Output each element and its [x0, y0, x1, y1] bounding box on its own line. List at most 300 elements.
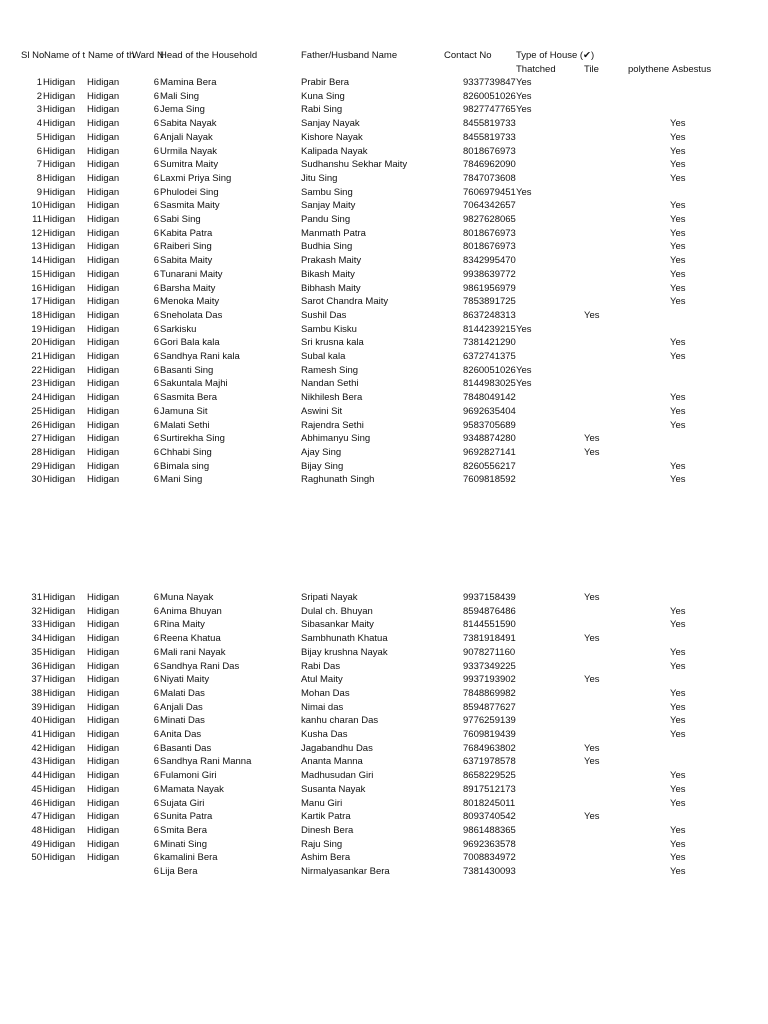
head-cell: Anita Das	[160, 729, 202, 740]
father-cell: Dulal ch. Bhuyan	[301, 605, 373, 617]
gp-cell: Hidigan	[87, 674, 120, 686]
contact-cell: 8018676973	[463, 241, 516, 253]
ward-cell: 6	[153, 474, 159, 486]
ward-cell: 6	[153, 715, 159, 727]
table-row	[0, 377, 768, 391]
father-cell: Nikhilesh Bera	[301, 392, 363, 404]
village-cell: Hidigan	[43, 852, 76, 864]
table-row	[0, 131, 768, 145]
asbestus-cell: Yes	[670, 419, 686, 431]
header-row-1	[0, 49, 768, 63]
village-cell: Hidigan	[43, 392, 76, 404]
village-cell: Hidigan	[43, 474, 76, 486]
asbestus-cell: Yes	[670, 227, 686, 239]
header-ward: Ward N	[132, 50, 164, 61]
village-cell: Hidigan	[43, 729, 76, 740]
contact-cell: 7853891725	[463, 296, 516, 308]
table-row	[0, 103, 768, 117]
village-cell: Hidigan	[43, 200, 76, 212]
contact-cell: 7609818592	[463, 474, 516, 486]
contact-cell: 9827628065	[463, 214, 516, 225]
father-cell: Abhimanyu Sing	[301, 433, 371, 445]
contact-cell: 9692635404	[463, 405, 516, 417]
table-row	[0, 673, 768, 687]
asbestus-cell: Yes	[670, 255, 686, 267]
contact-cell: 8917512173	[463, 783, 516, 795]
table-row	[0, 323, 768, 337]
village-cell: Hidigan	[43, 131, 76, 143]
asbestus-cell: Yes	[670, 241, 686, 253]
gp-cell: Hidigan	[87, 214, 120, 225]
father-cell: Sanjay Nayak	[301, 118, 360, 130]
village-cell: Hidigan	[43, 351, 76, 362]
head-cell: Sujata Giri	[160, 797, 205, 809]
village-cell: Hidigan	[43, 660, 76, 672]
head-cell: Gori Bala kala	[160, 337, 220, 349]
sl-cell: 35	[31, 646, 42, 658]
head-cell: Fulamoni Giri	[160, 770, 217, 782]
head-cell: Jema Sing	[160, 104, 205, 116]
head-cell: Mani Sing	[160, 474, 203, 486]
sl-cell: 7	[36, 159, 42, 171]
sl-cell: 15	[31, 268, 42, 280]
ward-cell: 6	[153, 104, 159, 116]
sl-cell: 38	[31, 687, 42, 699]
village-cell: Hidigan	[43, 824, 76, 836]
village-cell: Hidigan	[43, 90, 76, 102]
father-cell: Manu Giri	[301, 797, 343, 809]
gp-cell: Hidigan	[87, 770, 120, 782]
table-row	[0, 186, 768, 200]
father-cell: Sambu Sing	[301, 186, 353, 198]
ward-cell: 6	[153, 633, 159, 645]
table-row	[0, 865, 768, 879]
tile-cell: Yes	[584, 309, 600, 321]
head-cell: Sandhya Rani kala	[160, 351, 240, 362]
table-row	[0, 783, 768, 797]
father-cell: Dinesh Bera	[301, 824, 354, 836]
asbestus-cell: Yes	[670, 296, 686, 308]
contact-cell: 9938639772	[463, 268, 516, 280]
village-cell: Hidigan	[43, 214, 76, 225]
sl-cell: 16	[31, 282, 42, 294]
table-row	[0, 350, 768, 364]
village-cell: Hidigan	[43, 633, 76, 645]
header-thatched: Thatched	[516, 64, 556, 75]
table-row	[0, 227, 768, 241]
gp-cell: Hidigan	[87, 337, 120, 349]
village-cell: Hidigan	[43, 674, 76, 686]
sl-cell: 50	[31, 852, 42, 864]
sl-cell: 25	[31, 405, 42, 417]
contact-cell: 7381421290	[463, 337, 516, 349]
ward-cell: 6	[153, 378, 159, 390]
sl-cell: 28	[31, 446, 42, 458]
gp-cell: Hidigan	[87, 729, 120, 740]
gp-cell: Hidigan	[87, 838, 120, 850]
gp-cell: Hidigan	[87, 742, 120, 754]
table-row	[0, 309, 768, 323]
ward-cell: 6	[153, 364, 159, 376]
head-cell: Smita Bera	[160, 824, 207, 836]
table-row	[0, 336, 768, 350]
contact-cell: 7381918491	[463, 633, 516, 645]
thatched-cell: Yes	[516, 186, 532, 198]
sl-cell: 27	[31, 433, 42, 445]
father-cell: Sudhanshu Sekhar Maity	[301, 159, 408, 171]
village-cell: Hidigan	[43, 104, 76, 116]
gp-cell: Hidigan	[87, 241, 120, 253]
table-row	[0, 432, 768, 446]
contact-cell: 7008834972	[463, 852, 516, 864]
contact-cell: 9692363578	[463, 838, 516, 850]
village-cell: Hidigan	[43, 715, 76, 727]
ward-cell: 6	[153, 255, 159, 267]
ward-cell: 6	[153, 605, 159, 617]
father-cell: Nandan Sethi	[301, 378, 359, 390]
gp-cell: Hidigan	[87, 351, 120, 362]
table-row	[0, 618, 768, 632]
header-gp: Name of th	[88, 50, 135, 61]
tile-cell: Yes	[584, 742, 600, 754]
ward-cell: 6	[153, 172, 159, 184]
ward-cell: 6	[153, 296, 159, 308]
village-cell: Hidigan	[43, 323, 76, 335]
contact-cell: 8637248313	[463, 309, 516, 321]
asbestus-cell: Yes	[670, 852, 686, 864]
ward-cell: 6	[153, 351, 159, 362]
father-cell: Kishore Nayak	[301, 131, 363, 143]
gp-cell: Hidigan	[87, 824, 120, 836]
village-cell: Hidigan	[43, 241, 76, 253]
contact-cell: 9937193902	[463, 674, 516, 686]
ward-cell: 6	[153, 214, 159, 225]
father-cell: Sibasankar Maity	[301, 619, 374, 631]
gp-cell: Hidigan	[87, 296, 120, 308]
header-contact: Contact No	[444, 50, 492, 61]
asbestus-cell: Yes	[670, 460, 686, 472]
ward-cell: 6	[153, 446, 159, 458]
head-cell: Sarkisku	[160, 323, 197, 335]
father-cell: Sri krusna kala	[301, 337, 364, 349]
head-cell: Sandhya Rani Manna	[160, 756, 252, 768]
father-cell: Prabir Bera	[301, 77, 350, 88]
village-cell: Hidigan	[43, 446, 76, 458]
tile-cell: Yes	[584, 756, 600, 768]
asbestus-cell: Yes	[670, 172, 686, 184]
gp-cell: Hidigan	[87, 619, 120, 631]
village-cell: Hidigan	[43, 159, 76, 171]
sl-cell: 9	[36, 186, 42, 198]
village-cell: Hidigan	[43, 811, 76, 823]
gp-cell: Hidigan	[87, 145, 120, 157]
header-row-2	[0, 63, 768, 77]
ward-cell: 6	[153, 729, 159, 740]
asbestus-cell: Yes	[670, 866, 686, 877]
father-cell: Kusha Das	[301, 729, 348, 740]
table-row	[0, 714, 768, 728]
contact-cell: 9583705689	[463, 419, 516, 431]
head-cell: Raiberi Sing	[160, 241, 212, 253]
sl-cell: 2	[36, 90, 42, 102]
village-cell: Hidigan	[43, 378, 76, 390]
head-cell: Anima Bhuyan	[160, 605, 222, 617]
village-cell: Hidigan	[43, 433, 76, 445]
thatched-cell: Yes	[516, 77, 532, 88]
table-row	[0, 76, 768, 90]
table-row	[0, 755, 768, 769]
village-cell: Hidigan	[43, 838, 76, 850]
table-row	[0, 446, 768, 460]
gp-cell: Hidigan	[87, 592, 120, 603]
asbestus-cell: Yes	[670, 159, 686, 171]
gp-cell: Hidigan	[87, 433, 120, 445]
tile-cell: Yes	[584, 592, 600, 603]
asbestus-cell: Yes	[670, 797, 686, 809]
gp-cell: Hidigan	[87, 104, 120, 116]
ward-cell: 6	[153, 852, 159, 864]
sl-cell: 17	[31, 296, 42, 308]
table-row	[0, 591, 768, 605]
father-cell: Sripati Nayak	[301, 592, 358, 603]
ward-cell: 6	[153, 186, 159, 198]
asbestus-cell: Yes	[670, 770, 686, 782]
sl-cell: 40	[31, 715, 42, 727]
head-cell: Malati Sethi	[160, 419, 210, 431]
head-cell: Niyati Maity	[160, 674, 210, 686]
contact-cell: 9692827141	[463, 446, 516, 458]
father-cell: Bikash Maity	[301, 268, 355, 280]
father-cell: Nimai das	[301, 701, 344, 713]
contact-cell: 8455819733	[463, 118, 516, 130]
head-cell: Malati Das	[160, 687, 205, 699]
father-cell: Ananta Manna	[301, 756, 363, 768]
gp-cell: Hidigan	[87, 131, 120, 143]
head-cell: Sneholata Das	[160, 309, 223, 321]
sl-cell: 19	[31, 323, 42, 335]
asbestus-cell: Yes	[670, 701, 686, 713]
head-cell: Mali rani Nayak	[160, 646, 226, 658]
sl-cell: 20	[31, 337, 42, 349]
ward-cell: 6	[153, 742, 159, 754]
table-row	[0, 742, 768, 756]
sl-cell: 34	[31, 633, 42, 645]
gp-cell: Hidigan	[87, 118, 120, 130]
contact-cell: 9337739847	[463, 77, 516, 88]
table-row	[0, 851, 768, 865]
contact-cell: 7064342657	[463, 200, 516, 212]
sl-cell: 18	[31, 309, 42, 321]
asbestus-cell: Yes	[670, 145, 686, 157]
asbestus-cell: Yes	[670, 392, 686, 404]
ward-cell: 6	[153, 145, 159, 157]
ward-cell: 6	[153, 405, 159, 417]
gp-cell: Hidigan	[87, 701, 120, 713]
asbestus-cell: Yes	[670, 729, 686, 740]
table-row	[0, 213, 768, 227]
contact-cell: 9348874280	[463, 433, 516, 445]
header-village: Name of t	[44, 50, 86, 61]
gp-cell: Hidigan	[87, 811, 120, 823]
village-cell: Hidigan	[43, 268, 76, 280]
gp-cell: Hidigan	[87, 77, 120, 88]
village-cell: Hidigan	[43, 797, 76, 809]
head-cell: Barsha Maity	[160, 282, 216, 294]
gp-cell: Hidigan	[87, 797, 120, 809]
table-row	[0, 282, 768, 296]
sl-cell: 32	[31, 605, 42, 617]
contact-cell: 9861488365	[463, 824, 516, 836]
ward-cell: 6	[153, 77, 159, 88]
head-cell: Muna Nayak	[160, 592, 214, 603]
gp-cell: Hidigan	[87, 392, 120, 404]
village-cell: Hidigan	[43, 282, 76, 294]
village-cell: Hidigan	[43, 296, 76, 308]
father-cell: Bijay krushna Nayak	[301, 646, 388, 658]
village-cell: Hidigan	[43, 619, 76, 631]
header-polythene: polythene	[628, 64, 670, 75]
asbestus-cell: Yes	[670, 474, 686, 486]
head-cell: Anjali Das	[160, 701, 203, 713]
ward-cell: 6	[153, 460, 159, 472]
asbestus-cell: Yes	[670, 646, 686, 658]
father-cell: Ashim Bera	[301, 852, 351, 864]
father-cell: Kalipada Nayak	[301, 145, 368, 157]
ward-cell: 6	[153, 701, 159, 713]
contact-cell: 8594876486	[463, 605, 516, 617]
village-cell: Hidigan	[43, 687, 76, 699]
head-cell: Basanti Sing	[160, 364, 214, 376]
gp-cell: Hidigan	[87, 646, 120, 658]
father-cell: Jitu Sing	[301, 172, 338, 184]
ward-cell: 6	[153, 770, 159, 782]
head-cell: Mali Sing	[160, 90, 200, 102]
asbestus-cell: Yes	[670, 619, 686, 631]
sl-cell: 5	[36, 131, 42, 143]
contact-cell: 7684963802	[463, 742, 516, 754]
ward-cell: 6	[153, 159, 159, 171]
sl-cell: 31	[31, 592, 42, 603]
table-row	[0, 728, 768, 742]
gp-cell: Hidigan	[87, 783, 120, 795]
father-cell: Jagabandhu Das	[301, 742, 373, 754]
contact-cell: 9937158439	[463, 592, 516, 603]
ward-cell: 6	[153, 866, 159, 877]
tile-cell: Yes	[584, 446, 600, 458]
head-cell: Laxmi Priya Sing	[160, 172, 232, 184]
asbestus-cell: Yes	[670, 214, 686, 225]
asbestus-cell: Yes	[670, 783, 686, 795]
contact-cell: 8594877627	[463, 701, 516, 713]
sl-cell: 1	[36, 77, 42, 88]
asbestus-cell: Yes	[670, 405, 686, 417]
thatched-cell: Yes	[516, 378, 532, 390]
sl-cell: 3	[36, 104, 42, 116]
head-cell: Surtirekha Sing	[160, 433, 225, 445]
contact-cell: 8093740542	[463, 811, 516, 823]
table-row	[0, 810, 768, 824]
father-cell: Aswini Sit	[301, 405, 343, 417]
gp-cell: Hidigan	[87, 756, 120, 768]
head-cell: Sasmita Bera	[160, 392, 218, 404]
father-cell: Bijay Sing	[301, 460, 344, 472]
father-cell: Nirmalyasankar Bera	[301, 866, 390, 877]
contact-cell: 8658229525	[463, 770, 516, 782]
header-sl-no: Sl No	[21, 50, 45, 61]
contact-cell: 9827747765	[463, 104, 516, 116]
header-head-of-household: Head of the Household	[160, 50, 258, 61]
father-cell: Kuna Sing	[301, 90, 345, 102]
table-row	[0, 797, 768, 811]
gp-cell: Hidigan	[87, 323, 120, 335]
head-cell: Lija Bera	[160, 866, 198, 877]
table-row	[0, 769, 768, 783]
village-cell: Hidigan	[43, 227, 76, 239]
contact-cell: 8018676973	[463, 145, 516, 157]
village-cell: Hidigan	[43, 255, 76, 267]
ward-cell: 6	[153, 783, 159, 795]
sl-cell: 21	[31, 351, 42, 362]
ward-cell: 6	[153, 118, 159, 130]
village-cell: Hidigan	[43, 646, 76, 658]
sl-cell: 13	[31, 241, 42, 253]
sl-cell: 37	[31, 674, 42, 686]
head-cell: Reena Khatua	[160, 633, 221, 645]
contact-cell: 7609819439	[463, 729, 516, 740]
contact-cell: 6372741375	[463, 351, 516, 362]
father-cell: Rabi Sing	[301, 104, 343, 116]
head-cell: Basanti Das	[160, 742, 212, 754]
gp-cell: Hidigan	[87, 687, 120, 699]
tile-cell: Yes	[584, 633, 600, 645]
sl-cell: 10	[31, 200, 42, 212]
ward-cell: 6	[153, 756, 159, 768]
asbestus-cell: Yes	[670, 200, 686, 212]
table-row	[0, 473, 768, 487]
father-cell: Rajendra Sethi	[301, 419, 364, 431]
head-cell: Sabita Nayak	[160, 118, 217, 130]
gp-cell: Hidigan	[87, 660, 120, 672]
ward-cell: 6	[153, 797, 159, 809]
village-cell: Hidigan	[43, 309, 76, 321]
asbestus-cell: Yes	[670, 715, 686, 727]
table-row	[0, 419, 768, 433]
contact-cell: 9337349225	[463, 660, 516, 672]
village-cell: Hidigan	[43, 337, 76, 349]
village-cell: Hidigan	[43, 605, 76, 617]
gp-cell: Hidigan	[87, 186, 120, 198]
gp-cell: Hidigan	[87, 378, 120, 390]
asbestus-cell: Yes	[670, 605, 686, 617]
sl-cell: 47	[31, 811, 42, 823]
asbestus-cell: Yes	[670, 351, 686, 362]
head-cell: Sabi Sing	[160, 214, 201, 225]
head-cell: Anjali Nayak	[160, 131, 213, 143]
contact-cell: 8144983025	[463, 378, 516, 390]
table-row	[0, 687, 768, 701]
contact-cell: 8342995470	[463, 255, 516, 267]
asbestus-cell: Yes	[670, 131, 686, 143]
head-cell: Kabita Patra	[160, 227, 213, 239]
head-cell: Sakuntala Majhi	[160, 378, 228, 390]
village-cell: Hidigan	[43, 742, 76, 754]
village-cell: Hidigan	[43, 186, 76, 198]
ward-cell: 6	[153, 619, 159, 631]
gp-cell: Hidigan	[87, 852, 120, 864]
village-cell: Hidigan	[43, 770, 76, 782]
sl-cell: 30	[31, 474, 42, 486]
gp-cell: Hidigan	[87, 405, 120, 417]
